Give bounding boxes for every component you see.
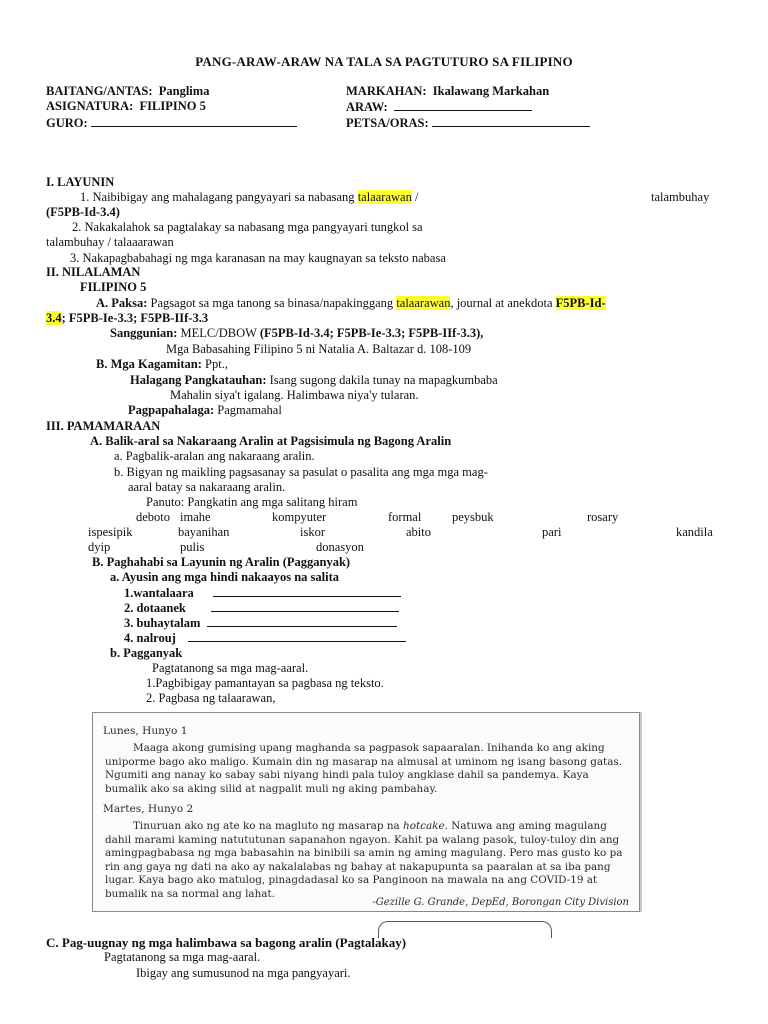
pagganyak-line-3: 2. Pagbasa ng talaarawan, — [146, 691, 276, 705]
paksa-code-highlight-2: 3.4 — [46, 311, 62, 325]
petsa-row — [346, 115, 590, 131]
answer-blank-4[interactable] — [188, 630, 406, 642]
asignatura-value: FILIPINO 5 — [139, 99, 206, 113]
markahan-row — [346, 84, 549, 99]
asignatura-label: ASIGNATURA: — [46, 99, 134, 113]
araw-blank[interactable] — [394, 99, 532, 111]
scrambled-word-3 — [124, 615, 397, 631]
sanggunian-label: Sanggunian: — [110, 326, 178, 340]
journal-paragraph-2 — [105, 820, 627, 902]
paksa-label: A. Paksa: — [96, 296, 148, 310]
layunin-item-1 — [80, 190, 418, 205]
araw-row — [346, 99, 532, 115]
word-kandila: kandila — [676, 525, 713, 539]
paksa-rest: , journal at anekdota — [450, 296, 553, 310]
section-c-line-2: Ibigay ang sumusunod na mga pangyayari. — [136, 966, 351, 980]
journal-hotcake: hotcake — [403, 820, 445, 832]
section-c-heading: C. Pag-uugnay ng mga halimbawa sa bagong aralin (Pagtalakay) — [46, 935, 407, 950]
panuto: Panuto: Pangkatin ang mga salitang hiram — [146, 495, 358, 509]
sanggunian-text: MELC/DBOW — [177, 326, 260, 340]
sanggunian-row — [110, 326, 483, 341]
word-deboto: deboto — [136, 510, 171, 524]
section-a-item-b: b. Bigyan ng maikling pagsasanay sa pasulat o pasalita ang mga mga mag- — [114, 465, 488, 479]
markahan-value: Ikalawang Markahan — [432, 84, 550, 98]
paksa-code-highlight: F5PB-Id- — [555, 296, 606, 310]
answer-blank-3[interactable] — [207, 615, 397, 627]
journal-paragraph-1: Maaga akong gumising upang maghanda sa pagpasok sapaaralan. Inihanda ko ang aking uniporme bago ako maligo. Kumain din ng masarap na almusal at uminom ng isang basong gatas. Ngumiti ang nanay ko sabay sabi niyang hindi pala tuloy angklase dahil sa pandemya. Kaya bumalik ako sa aking silid at nagpalit muli ng aking pambahay. — [105, 742, 623, 795]
baitang-row — [46, 84, 209, 99]
word-ispesipik: ispesipik — [88, 525, 133, 539]
answer-blank-2[interactable] — [211, 600, 399, 612]
scrambled-word-4-text: 4. nalrouj — [124, 631, 176, 645]
slash: / — [411, 190, 419, 204]
paksa-code-rest: ; F5PB-Ie-3.3; F5PB-IIf-3.3 — [61, 311, 209, 325]
word-formal: formal — [388, 510, 422, 524]
markahan-label: MARKAHAN: — [346, 84, 427, 98]
scrambled-word-1 — [124, 585, 401, 601]
section-a-item-a: a. Pagbalik-aralan ang nakaraang aralin. — [114, 449, 315, 463]
word-imahe: imahe — [180, 510, 211, 524]
layunin-item-1-text: 1. Naibibigay ang mahalagang pangyayari sa nabasang — [80, 190, 355, 204]
scrambled-word-2 — [124, 600, 399, 616]
section-b-a-heading: a. Ayusin ang mga hindi nakaayos na salita — [110, 570, 340, 584]
word-rosary: rosary — [587, 510, 619, 524]
baitang-label: BAITANG/ANTAS: — [46, 84, 153, 98]
scrambled-word-1-text: 1.wantalaara — [124, 586, 194, 600]
paksa-text: Pagsagot sa mga tanong sa binasa/napakinggang — [147, 296, 394, 310]
kagamitan-row — [96, 357, 228, 372]
scrambled-word-3-text: 3. buhaytalam — [124, 616, 201, 630]
journal-day-2: Martes, Hunyo 2 — [103, 803, 194, 815]
word-kompyuter: kompyuter — [272, 510, 327, 524]
image-edge — [640, 712, 642, 912]
highlight-talaarawan: talaarawan — [357, 190, 412, 204]
paksa-code-row — [46, 311, 208, 326]
sanggunian-codes: (F5PB-Id-3.4; F5PB-Ie-3.3; F5PB-IIf-3.3), — [259, 326, 484, 340]
layunin-item-2: 2. Nakakalahok sa pagtalakay sa nabasang mga pangyayari tungkol sa — [72, 220, 423, 234]
paksa-row — [96, 296, 606, 311]
halagang-row — [130, 373, 498, 388]
journal-paragraph-2-b: . Natuwa ang aming magulang dahil marami kaming natututunan sapanahon ngayon. Kahit pa walang pasok, tuloy-tuloy din ang amingpagbabasa ng mga babasahin na binibili sa amin ng aming magulang. Pero mas gusto ko pa rin ang gaya ng dati na ako ay nakalalabas ng bahay at nakapupunta sa paaralan at sa iba pang lugar. Kaya bago ako matulog, pinagdadasal ko sa Panginoon na mawala na ang COVID-19 at bumalik na sa normal ang lahat. — [105, 820, 623, 900]
word-iskor: iskor — [300, 525, 325, 539]
journal-day-1: Lunes, Hunyo 1 — [103, 725, 188, 737]
halagang-line-2: Mahalin siya't igalang. Halimbawa niya'y tularan. — [170, 388, 419, 402]
halagang-text: Isang sugong dakila tunay na mapagkumbaba — [266, 373, 498, 387]
guro-blank[interactable] — [91, 115, 297, 127]
scrambled-word-4 — [124, 630, 406, 646]
pagpapahalaga-label: Pagpapahalaga: — [128, 403, 215, 417]
pagganyak-line-2: 1.Pagbibigay pamantayan sa pagbasa ng teksto. — [146, 676, 384, 690]
word-pari: pari — [542, 525, 562, 539]
section-a-heading: A. Balik-aral sa Nakaraang Aralin at Pagsisimula ng Bagong Aralin — [90, 434, 452, 448]
journal-excerpt-image — [92, 712, 640, 912]
journal-citation: -Gezille G. Grande, DepEd, Borongan City Division — [372, 897, 629, 908]
layunin-item-3: 3. Nakapagbabahagi ng mga karanasan na may kaugnayan sa teksto nabasa — [70, 251, 446, 265]
pagpapahalaga-text: Pagmamahal — [214, 403, 282, 417]
guro-row — [46, 115, 297, 131]
scrambled-word-2-text: 2. dotaanek — [124, 601, 186, 615]
section-a-item-b-cont: aaral batay sa nakaraang aralin. — [128, 480, 286, 494]
halagang-label: Halagang Pangkatauhan: — [130, 373, 267, 387]
asignatura-row — [46, 99, 206, 114]
kagamitan-text: Ppt., — [201, 357, 228, 371]
page-title: PANG-ARAW-ARAW NA TALA SA PAGTUTURO SA FILIPINO — [195, 54, 573, 69]
word-peysbuk: peysbuk — [452, 510, 494, 524]
pagganyak-line-1: Pagtatanong sa mga mag-aaral. — [152, 661, 309, 675]
word-abito: abito — [406, 525, 431, 539]
journal-paragraph-2-a: Tinuruan ako ng ate ko na magluto ng masarap na — [133, 820, 404, 832]
section-b-b-heading: b. Pagganyak — [110, 646, 183, 660]
guro-label: GURO: — [46, 116, 88, 130]
petsa-blank[interactable] — [432, 115, 590, 127]
section-c-line-1: Pagtatanong sa mga mag-aaral. — [104, 950, 261, 964]
word-bayanihan: bayanihan — [178, 525, 230, 539]
word-pulis: pulis — [180, 540, 205, 554]
nilalaman-heading: II. NILALAMAN — [46, 265, 141, 279]
araw-label: ARAW: — [346, 100, 388, 114]
pagpapahalaga-row — [128, 403, 282, 418]
layunin-item-2-cont: talambuhay / talaaarawan — [46, 235, 174, 249]
kagamitan-label: B. Mga Kagamitan: — [96, 357, 202, 371]
sanggunian-line-2: Mga Babasahing Filipino 5 ni Natalia A. Baltazar d. 108-109 — [166, 342, 472, 356]
layunin-item-1-code: (F5PB-Id-3.4) — [46, 205, 120, 219]
layunin-heading: I. LAYUNIN — [46, 175, 115, 189]
layunin-item-1-right: talambuhay — [651, 190, 710, 204]
pamamaraan-heading: III. PAMAMARAAN — [46, 419, 161, 433]
petsa-label: PETSA/ORAS: — [346, 116, 429, 130]
baitang-value: Panglima — [158, 84, 210, 98]
word-dyip: dyip — [88, 540, 111, 554]
highlight-paksa-talaarawan: talaarawan — [396, 296, 451, 310]
word-donasyon: donasyon — [316, 540, 364, 554]
answer-blank-1[interactable] — [213, 585, 401, 597]
section-b-heading: B. Paghahabi sa Layunin ng Aralin (Pagganyak) — [92, 555, 351, 569]
nilalaman-subject: FILIPINO 5 — [80, 280, 147, 294]
